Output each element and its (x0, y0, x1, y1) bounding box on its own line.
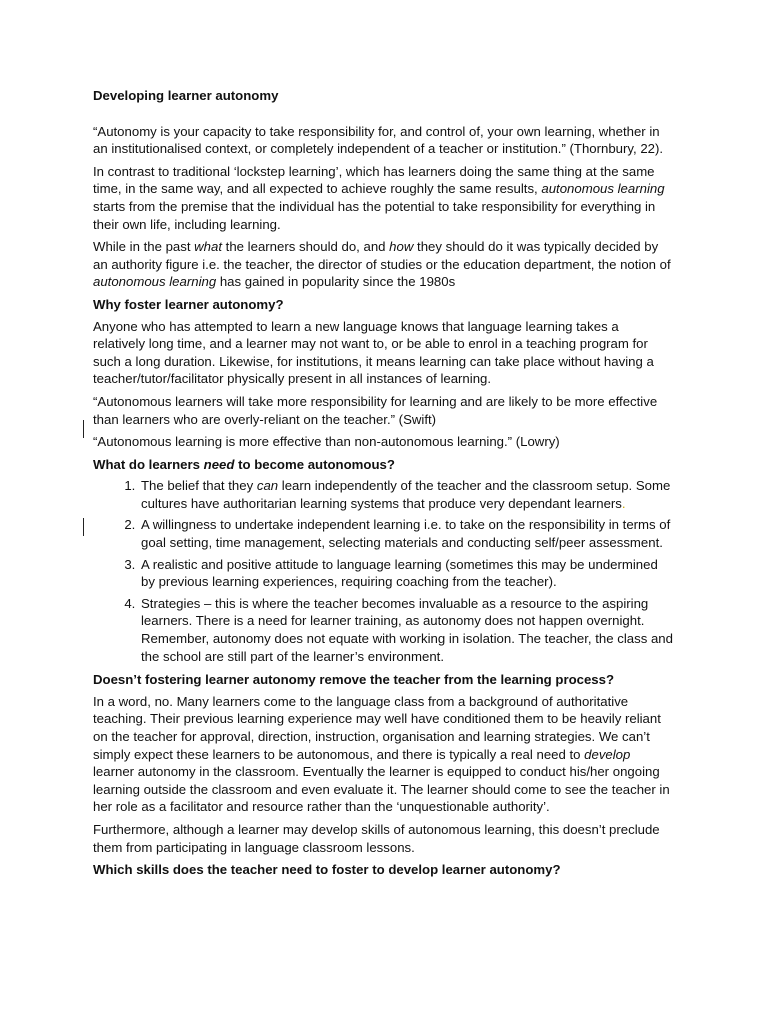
emphasis: autonomous learning (541, 181, 665, 197)
emphasis: can (256, 478, 279, 494)
text-run: While in the past (93, 239, 195, 255)
text-run: to become autonomous? (234, 456, 395, 472)
heading-remove-teacher: Doesn’t fostering learner autonomy remove the teacher from the learning process? (93, 672, 615, 688)
paragraph-history (93, 238, 673, 291)
heading-why-foster: Why foster learner autonomy? (93, 296, 284, 312)
list-item: 4. Strategies – this is where the teacher becomes invaluable as a resource to the aspiring learners. There is a need for learner training, as autonomy does not happen overnight. Remember, autonomy does not equate with working in isolation. The teacher, the class and the school are still part of the learner’s environment. (139, 595, 673, 665)
list-item: 3. A realistic and positive attitude to language learning (sometimes this may be undermined by previous learning experiences, requiring coaching from the teacher). (139, 556, 673, 591)
paragraph-lockstep (93, 163, 673, 233)
list-item (139, 477, 673, 512)
emphasis: what (194, 239, 223, 255)
paragraph-furthermore: Furthermore, although a learner may develop skills of autonomous learning, this doesn’t preclude them from participating in language classroom lessons. (93, 821, 660, 855)
document-body (93, 87, 673, 883)
text-run: the learners should do, and (222, 239, 390, 255)
quote-lowry: “Autonomous learning is more effective than non-autonomous learning.” (Lowry) (93, 434, 560, 450)
quote-thornbury: “Autonomy is your capacity to take responsibility for, and control of, your own learning, whether in an institutionalised context, or completely independent of a teacher or institution.” (Thornbury, 22). (93, 123, 664, 157)
text-run: they should do it was typically decided by an authority figure i.e. the teacher, the director of studies or the education department, the notion of (93, 239, 671, 272)
quote-swift: “Autonomous learners will take more responsibility for learning and are likely to be more effective than learners who are overly-reliant on the teacher.” (Swift) (93, 393, 658, 427)
emphasis: how (389, 239, 414, 255)
text-run: What do learners (93, 456, 204, 472)
emphasis: develop (584, 746, 631, 762)
text-run: starts from the premise that the individual has the potential to take responsibility for everything in their own life, including learning. (93, 198, 656, 232)
text-run: In a word, no. Many learners come to the language class from a background of authoritative teaching. Their previous learning experience may well have conditioned them to be heavily reliant on the teacher for approval, direction, instruction, organisation and learning strategies. We can’t simply expect these learners to be autonomous, and there is typically a real need to (93, 693, 661, 762)
text-cursor (83, 420, 84, 438)
text-run: learner autonomy in the classroom. Eventually the learner is equipped to conduct his/her ongoing learning outside the classroom and even evaluate it. The learner should come to see the teacher in her role as a facilitator and resource rather than the ‘unquestionable authority’. (93, 764, 670, 815)
paragraph-in-a-word (93, 693, 673, 816)
text-run: In contrast to traditional ‘lockstep learning’, which has learners doing the same thing at the same time, in the same way, and all expected to achieve roughly the same results, (93, 163, 655, 197)
emphasis: need (203, 456, 235, 472)
list-item: 2. A willingness to undertake independent learning i.e. to take on the responsibility in terms of goal setting, time management, selecting materials and conducting self/peer assessment. (139, 516, 673, 551)
needs-list (93, 477, 673, 665)
document-title: Developing learner autonomy (93, 88, 279, 103)
text-run: The belief that they (141, 478, 257, 494)
paragraph-anyone: Anyone who has attempted to learn a new language knows that language learning takes a relatively long time, and a learner may not want to, or be able to enrol in a teaching program for such a long duration. Likewise, for institutions, it means learning can take place without having a teacher/tutor/facilitator physically present in all instances of learning. (93, 318, 654, 387)
text-cursor (83, 518, 84, 536)
highlight-mark: . (621, 495, 626, 511)
heading-what-need (93, 456, 673, 474)
text-run: learn independently of the teacher and the classroom setup. Some cultures have authoritarian learning systems that produce very dependant learners (141, 478, 671, 511)
text-run: has gained in popularity since the 1980s (216, 274, 456, 290)
emphasis: autonomous learning (93, 274, 217, 290)
heading-which-skills: Which skills does the teacher need to foster to develop learner autonomy? (93, 862, 561, 878)
